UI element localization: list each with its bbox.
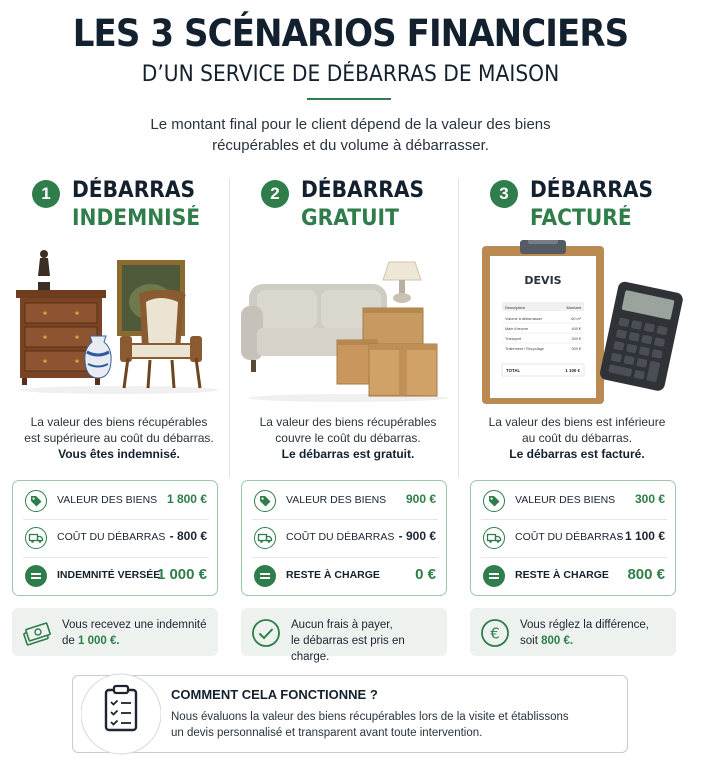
intro-line: Le montant final pour le client dépend de la valeur des biens bbox=[150, 116, 551, 133]
row-label: RESTE À CHARGE bbox=[286, 569, 380, 581]
svg-text:€: € bbox=[490, 624, 500, 643]
scenario-column-3 bbox=[468, 172, 686, 662]
equals-icon bbox=[25, 565, 47, 587]
breakdown-card bbox=[470, 480, 676, 596]
scenario-title: DÉBARRAS bbox=[530, 178, 654, 203]
description-line: au coût du débarras. bbox=[521, 431, 633, 445]
note-line: Aucun frais à payer, bbox=[291, 619, 393, 631]
how-line: un devis personnalisé et transparent avant toute intervention. bbox=[171, 727, 483, 739]
page-title: LES 3 SCÉNARIOS FINANCIERS bbox=[72, 12, 629, 55]
truck-icon bbox=[25, 527, 47, 549]
how-it-works-box bbox=[72, 675, 628, 753]
intro-text bbox=[0, 114, 701, 156]
breakdown-row bbox=[23, 483, 209, 519]
scenario-description bbox=[10, 414, 228, 462]
devis-line-label: Volume à débarrasser bbox=[505, 317, 543, 321]
title-divider bbox=[307, 98, 391, 100]
row-value: 300 € bbox=[634, 492, 665, 506]
scenario-description bbox=[239, 414, 457, 462]
breakdown-row bbox=[481, 519, 667, 555]
row-label: COÛT DU DÉBARRAS bbox=[57, 531, 166, 543]
sofa-and-boxes-illustration bbox=[239, 240, 457, 410]
how-line: Nous évaluons la valeur des biens récupérables lors de la visite et établissons bbox=[171, 711, 569, 723]
antique-furniture-illustration bbox=[10, 240, 228, 410]
scenario-note bbox=[12, 608, 218, 656]
row-value: 0 € bbox=[415, 566, 436, 583]
breakdown-row-total bbox=[23, 557, 209, 593]
row-value: - 1 100 € bbox=[617, 529, 665, 543]
breakdown-row-total bbox=[252, 557, 438, 593]
how-it-works-text bbox=[171, 709, 611, 741]
tag-icon bbox=[254, 490, 276, 512]
row-value: 1 800 € bbox=[166, 492, 207, 506]
description-conclusion: Le débarras est gratuit. bbox=[281, 447, 415, 461]
breakdown-row bbox=[252, 483, 438, 519]
breakdown-card bbox=[12, 480, 218, 596]
devis-line-label: Main d'œuvre bbox=[505, 327, 529, 331]
description-conclusion: Le débarras est facturé. bbox=[509, 447, 645, 461]
scenario-number-badge: 2 bbox=[261, 180, 289, 208]
scenario-column-2 bbox=[239, 172, 457, 662]
devis-title: DEVIS bbox=[524, 274, 562, 287]
truck-icon bbox=[483, 527, 505, 549]
intro-line: récupérables et du volume à débarrasser. bbox=[212, 137, 489, 154]
row-label: INDEMNITÉ VERSÉE bbox=[57, 569, 161, 581]
scenario-title: DÉBARRAS bbox=[301, 178, 425, 203]
devis-line-label: Transport bbox=[505, 337, 522, 341]
row-value: 1 000 € bbox=[156, 566, 207, 583]
devis-total-label: TOTAL bbox=[506, 368, 521, 373]
row-label: VALEUR DES BIENS bbox=[286, 494, 387, 506]
note-line: de 1 000 €. bbox=[62, 635, 120, 647]
breakdown-row bbox=[23, 519, 209, 555]
row-value: - 900 € bbox=[398, 529, 436, 543]
scenario-note bbox=[470, 608, 676, 656]
truck-icon bbox=[254, 527, 276, 549]
note-amount: 800 €. bbox=[541, 635, 574, 647]
checklist-clipboard-icon bbox=[81, 670, 161, 758]
breakdown-row-total bbox=[481, 557, 667, 593]
check-circle-icon bbox=[251, 618, 281, 648]
devis-line-amount: 60 m³ bbox=[571, 317, 581, 321]
equals-icon bbox=[483, 565, 505, 587]
row-value: 800 € bbox=[627, 566, 665, 583]
devis-line-amount: 400 € bbox=[571, 327, 581, 331]
description-line: La valeur des biens est inférieure bbox=[488, 415, 666, 429]
scenario-subtitle: FACTURÉ bbox=[530, 206, 632, 231]
row-label: COÛT DU DÉBARRAS bbox=[286, 531, 395, 543]
scenario-title: DÉBARRAS bbox=[72, 178, 196, 203]
scenario-heading bbox=[488, 176, 688, 236]
description-line: La valeur des biens récupérables bbox=[259, 415, 437, 429]
row-label: VALEUR DES BIENS bbox=[515, 494, 616, 506]
breakdown-row bbox=[252, 519, 438, 555]
row-value: 900 € bbox=[405, 492, 436, 506]
scenario-heading bbox=[259, 176, 459, 236]
row-value: - 800 € bbox=[169, 529, 207, 543]
description-conclusion: Vous êtes indemnisé. bbox=[58, 447, 180, 461]
scenario-number-badge: 1 bbox=[32, 180, 60, 208]
devis-col1: Description bbox=[505, 305, 526, 310]
euro-circle-icon bbox=[480, 618, 510, 648]
how-it-works-title: COMMENT CELA FONCTIONNE ? bbox=[171, 687, 378, 702]
tag-icon bbox=[25, 490, 47, 512]
devis-col2: Montant bbox=[566, 305, 581, 310]
cash-icon bbox=[22, 618, 52, 648]
scenario-subtitle: GRATUIT bbox=[301, 206, 399, 231]
breakdown-card bbox=[241, 480, 447, 596]
note-text bbox=[520, 617, 670, 649]
note-line: soit 800 €. bbox=[520, 635, 574, 647]
note-text bbox=[291, 617, 441, 665]
scenario-description bbox=[468, 414, 686, 462]
row-label: VALEUR DES BIENS bbox=[57, 494, 158, 506]
quote-clipboard-illustration bbox=[468, 240, 686, 410]
scenario-heading bbox=[30, 176, 230, 236]
scenario-column-1 bbox=[10, 172, 228, 662]
row-label: RESTE À CHARGE bbox=[515, 569, 609, 581]
breakdown-row bbox=[481, 483, 667, 519]
devis-line-amount: 300 € bbox=[571, 347, 581, 351]
scenario-note bbox=[241, 608, 447, 663]
devis-total-amount: 1 100 € bbox=[565, 368, 580, 373]
note-line: Vous réglez la différence, bbox=[520, 619, 649, 631]
devis-line-amount: 300 € bbox=[571, 337, 581, 341]
scenario-number-badge: 3 bbox=[490, 180, 518, 208]
description-line: La valeur des biens récupérables bbox=[30, 415, 208, 429]
description-line: est supérieure au coût du débarras. bbox=[24, 431, 214, 445]
note-line: le débarras est pris en charge. bbox=[291, 635, 405, 663]
scenario-subtitle: INDEMNISÉ bbox=[72, 206, 201, 231]
row-label: COÛT DU DÉBARRAS bbox=[515, 531, 624, 543]
devis-line-label: Traitement / Recyclage bbox=[505, 347, 544, 351]
page-subtitle: D’UN SERVICE DE DÉBARRAS DE MAISON bbox=[141, 62, 560, 87]
description-line: couvre le coût du débarras. bbox=[275, 431, 421, 445]
note-amount: 1 000 €. bbox=[78, 635, 120, 647]
equals-icon bbox=[254, 565, 276, 587]
tag-icon bbox=[483, 490, 505, 512]
note-text bbox=[62, 617, 212, 649]
note-line: Vous recevez une indemnité bbox=[62, 619, 207, 631]
